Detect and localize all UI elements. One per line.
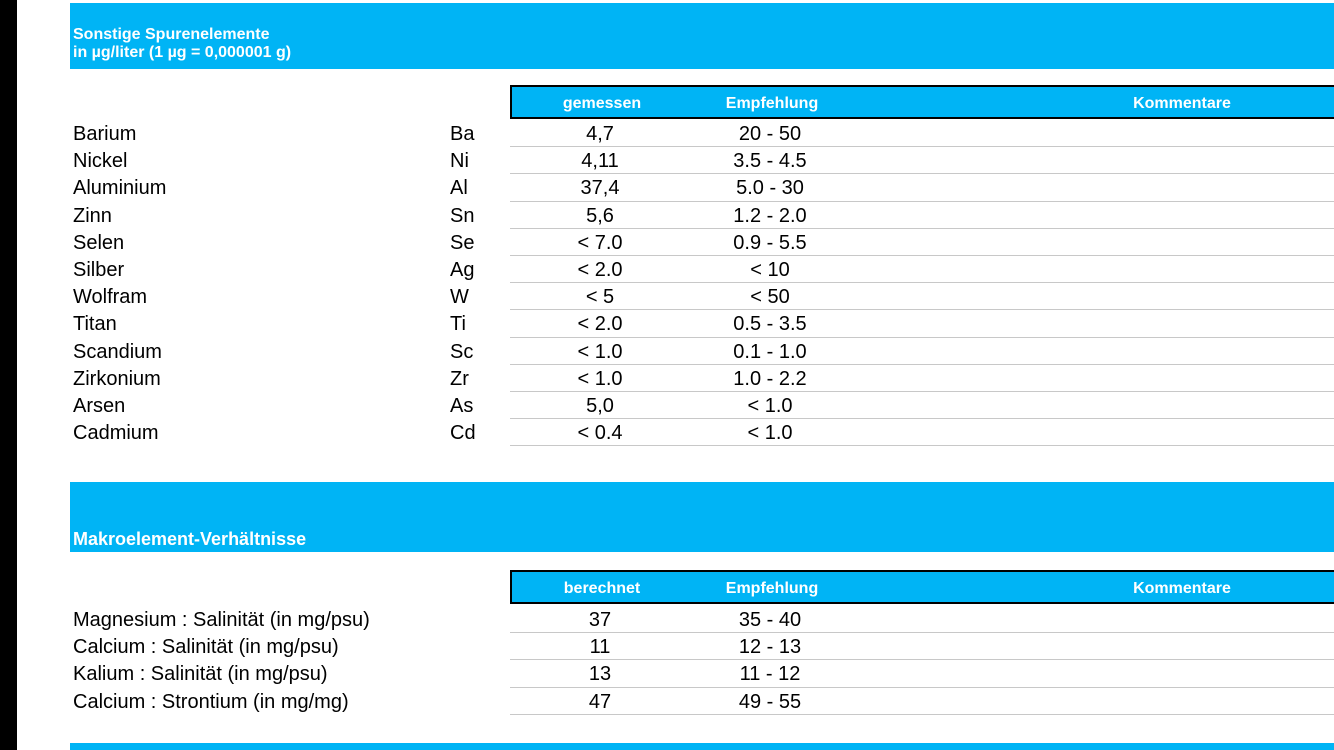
element-symbol: Zr [450, 367, 469, 390]
ratio-name: Calcium : Salinität (in mg/psu) [73, 636, 339, 659]
element-symbol: Ag [450, 258, 475, 281]
recommended-range: 49 - 55 [738, 690, 802, 713]
element-symbol: Ni [450, 150, 469, 173]
header-recommended: Empfehlung [725, 580, 819, 597]
element-name: Scandium [73, 340, 162, 363]
calculated-value: 13 [588, 663, 612, 686]
recommended-range: 12 - 13 [738, 636, 802, 659]
table-row [17, 606, 1334, 633]
table-row [17, 120, 1334, 147]
recommended-range: 20 - 50 [738, 123, 802, 145]
measured-value: < 1.0 [577, 367, 623, 390]
table-row [17, 365, 1334, 392]
calculated-value: 37 [588, 609, 612, 631]
header-calculated: berechnet [563, 580, 641, 597]
measured-value: < 5 [585, 286, 615, 309]
recommended-range: < 1.0 [747, 394, 793, 417]
table-row [17, 174, 1334, 201]
measured-value: < 1.0 [577, 340, 623, 363]
recommended-range: 0.1 - 1.0 [733, 340, 807, 363]
header-recommended: Empfehlung [725, 95, 819, 112]
element-name: Zirkonium [73, 367, 161, 390]
table-row [17, 229, 1334, 256]
macro-table-body [17, 606, 1334, 715]
table-row [17, 256, 1334, 283]
element-name: Aluminium [73, 177, 167, 200]
table-row [17, 419, 1334, 446]
element-name: Nickel [73, 150, 128, 173]
table-row [17, 633, 1334, 660]
element-name: Silber [73, 258, 125, 281]
table-row [17, 392, 1334, 419]
row-divider [510, 445, 1334, 446]
measured-value: 5,6 [586, 204, 614, 227]
measured-value: < 0.4 [577, 422, 623, 445]
trace-elements-header-band [70, 3, 1334, 69]
ratio-name: Magnesium : Salinität (in mg/psu) [73, 609, 370, 631]
recommended-range: 1.2 - 2.0 [733, 204, 807, 227]
recommended-range: 35 - 40 [738, 609, 802, 631]
header-measured: gemessen [562, 95, 642, 112]
trace-section-title: Sonstige Spurenelemente [73, 26, 270, 43]
header-comments: Kommentare [1133, 95, 1231, 112]
recommended-range: < 50 [750, 286, 790, 309]
element-symbol: Ti [450, 313, 466, 336]
recommended-range: 0.9 - 5.5 [733, 231, 807, 254]
recommended-range: < 1.0 [747, 422, 793, 445]
recommended-range: < 10 [750, 258, 790, 281]
next-section-band [70, 743, 1334, 750]
measured-value: < 2.0 [577, 258, 623, 281]
element-name: Selen [73, 231, 125, 254]
element-name: Wolfram [73, 286, 148, 309]
macro-ratios-header-band [70, 482, 1334, 552]
recommended-range: 5.0 - 30 [736, 177, 804, 200]
macro-section-title: Makroelement-Verhältnisse [73, 529, 307, 549]
ratio-name: Calcium : Strontium (in mg/mg) [73, 690, 349, 713]
table-row [17, 147, 1334, 174]
row-divider [510, 714, 1334, 715]
macro-table-header [510, 570, 1334, 604]
trace-table-header [510, 85, 1334, 119]
measured-value: 37,4 [580, 177, 620, 200]
table-row [17, 688, 1334, 715]
recommended-range: 11 - 12 [739, 663, 801, 686]
table-row [17, 283, 1334, 310]
element-name: Titan [73, 313, 117, 336]
element-symbol: Se [450, 231, 475, 254]
measured-value: 5,0 [586, 394, 614, 417]
element-name: Cadmium [73, 422, 159, 445]
recommended-range: 0.5 - 3.5 [733, 313, 807, 336]
table-row [17, 338, 1334, 365]
trace-table-body [17, 120, 1334, 446]
element-symbol: Sc [450, 340, 474, 363]
measured-value: 4,11 [581, 150, 619, 173]
trace-section-unit: in µg/liter (1 µg = 0,000001 g) [73, 44, 292, 61]
measured-value: 4,7 [586, 123, 614, 145]
table-row [17, 660, 1334, 687]
recommended-range: 3.5 - 4.5 [733, 150, 807, 173]
calculated-value: 47 [588, 690, 612, 713]
header-comments: Kommentare [1133, 580, 1231, 597]
element-symbol: Ba [450, 123, 475, 145]
measured-value: < 7.0 [577, 231, 623, 254]
element-name: Arsen [73, 394, 126, 417]
element-symbol: Cd [450, 422, 476, 445]
table-row [17, 202, 1334, 229]
element-symbol: As [450, 394, 474, 417]
table-row [17, 310, 1334, 337]
measured-value: < 2.0 [577, 313, 623, 336]
element-name: Barium [73, 123, 137, 145]
report-page [17, 0, 1334, 750]
element-name: Zinn [73, 204, 112, 227]
element-symbol: Sn [450, 204, 475, 227]
recommended-range: 1.0 - 2.2 [733, 367, 807, 390]
element-symbol: Al [450, 177, 468, 200]
element-symbol: W [450, 286, 469, 309]
ratio-name: Kalium : Salinität (in mg/psu) [73, 663, 328, 686]
calculated-value: 11 [589, 636, 611, 659]
